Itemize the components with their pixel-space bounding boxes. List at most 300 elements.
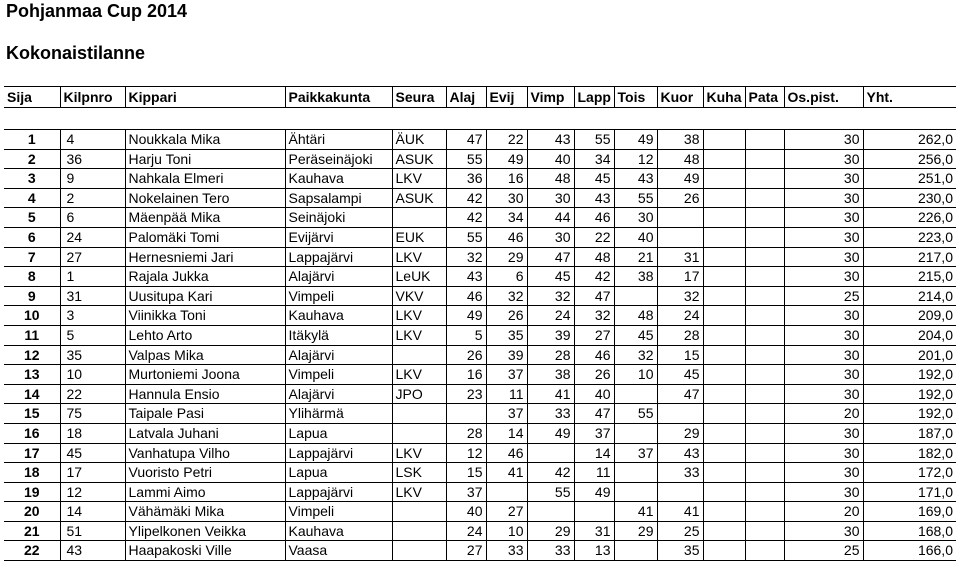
cell-pata — [745, 188, 784, 208]
cell-kuor — [657, 227, 703, 247]
cell-tois: 41 — [614, 502, 657, 522]
cell-yht: 166,0 — [863, 541, 956, 561]
cell-tois: 37 — [614, 443, 657, 463]
col-header-evij: Evij — [486, 87, 527, 108]
cell-kilpnro: 10 — [60, 365, 125, 385]
cell-alaj: 15 — [446, 463, 486, 483]
table-row — [4, 365, 956, 385]
cell-yht: 230,0 — [863, 188, 956, 208]
cell-vimp: 44 — [527, 208, 574, 228]
cell-kuor: 32 — [657, 286, 703, 306]
cell-kilpnro: 14 — [60, 502, 125, 522]
cell-seura: LKV — [392, 482, 446, 502]
cell-evij: 6 — [486, 267, 527, 287]
table-row — [4, 306, 956, 326]
cell-vimp: 55 — [527, 482, 574, 502]
table-row — [4, 482, 956, 502]
cell-pata — [745, 247, 784, 267]
cell-sija: 3 — [4, 169, 60, 189]
cell-paikkakunta: Sapsalampi — [285, 188, 392, 208]
cell-pata — [745, 541, 784, 561]
cell-vimp: 29 — [527, 521, 574, 541]
cell-paikkakunta: Ylihärmä — [285, 404, 392, 424]
cell-sija: 1 — [4, 130, 60, 150]
table-row — [4, 169, 956, 189]
cell-vimp: 47 — [527, 247, 574, 267]
cell-kilpnro: 31 — [60, 286, 125, 306]
cell-evij: 30 — [486, 188, 527, 208]
cell-os-pist: 30 — [784, 267, 863, 287]
table-row — [4, 443, 956, 463]
cell-evij: 33 — [486, 541, 527, 561]
cell-paikkakunta: Itäkylä — [285, 325, 392, 345]
table-row — [4, 384, 956, 404]
cell-lapp: 47 — [574, 404, 614, 424]
cell-yht: 201,0 — [863, 345, 956, 365]
cell-evij: 46 — [486, 443, 527, 463]
cell-yht: 209,0 — [863, 306, 956, 326]
cell-kuha — [703, 502, 745, 522]
cell-lapp: 49 — [574, 482, 614, 502]
cell-pata — [745, 463, 784, 483]
cell-vimp: 30 — [527, 188, 574, 208]
col-header-sija: Sija — [4, 87, 60, 108]
cell-seura: LeUK — [392, 267, 446, 287]
cell-sija: 16 — [4, 423, 60, 443]
cell-lapp: 46 — [574, 208, 614, 228]
col-header-yht: Yht. — [863, 87, 956, 108]
cell-sija: 14 — [4, 384, 60, 404]
cell-kilpnro: 12 — [60, 482, 125, 502]
cell-tois: 38 — [614, 267, 657, 287]
cell-pata — [745, 482, 784, 502]
cell-evij: 14 — [486, 423, 527, 443]
cell-kuha — [703, 149, 745, 169]
cell-alaj: 26 — [446, 345, 486, 365]
cell-kuha — [703, 365, 745, 385]
cell-os-pist: 30 — [784, 247, 863, 267]
col-header-kilpnro: Kilpnro — [60, 87, 125, 108]
cell-paikkakunta: Lappajärvi — [285, 247, 392, 267]
cell-kuha — [703, 443, 745, 463]
cell-paikkakunta: Vimpeli — [285, 286, 392, 306]
cell-seura: LKV — [392, 169, 446, 189]
cell-vimp: 24 — [527, 306, 574, 326]
cell-alaj: 28 — [446, 423, 486, 443]
cell-sija: 9 — [4, 286, 60, 306]
cell-sija: 15 — [4, 404, 60, 424]
cell-seura: LKV — [392, 306, 446, 326]
cell-seura: LKV — [392, 247, 446, 267]
cell-kuha — [703, 463, 745, 483]
cell-yht: 215,0 — [863, 267, 956, 287]
cell-lapp: 42 — [574, 267, 614, 287]
cell-alaj: 37 — [446, 482, 486, 502]
cell-kippari: Murtoniemi Joona — [125, 365, 285, 385]
cell-sija: 20 — [4, 502, 60, 522]
cell-kilpnro: 24 — [60, 227, 125, 247]
cell-pata — [745, 423, 784, 443]
cell-kilpnro: 22 — [60, 384, 125, 404]
cell-evij: 37 — [486, 404, 527, 424]
cell-os-pist: 30 — [784, 149, 863, 169]
cell-kuor: 31 — [657, 247, 703, 267]
table-row — [4, 188, 956, 208]
cell-sija: 12 — [4, 345, 60, 365]
cell-vimp: 32 — [527, 286, 574, 306]
cell-lapp: 11 — [574, 463, 614, 483]
cell-os-pist: 30 — [784, 521, 863, 541]
cell-os-pist: 30 — [784, 443, 863, 463]
cell-kippari: Hernesniemi Jari — [125, 247, 285, 267]
cell-paikkakunta: Kauhava — [285, 306, 392, 326]
cell-vimp: 49 — [527, 423, 574, 443]
cell-sija: 18 — [4, 463, 60, 483]
cell-evij: 49 — [486, 149, 527, 169]
cell-tois: 48 — [614, 306, 657, 326]
cell-alaj: 12 — [446, 443, 486, 463]
cell-seura: ASUK — [392, 149, 446, 169]
table-row — [4, 345, 956, 365]
cell-os-pist: 30 — [784, 365, 863, 385]
cell-yht: 192,0 — [863, 384, 956, 404]
cell-kilpnro: 4 — [60, 130, 125, 150]
cell-sija: 19 — [4, 482, 60, 502]
cell-seura: VKV — [392, 286, 446, 306]
cell-alaj: 55 — [446, 227, 486, 247]
cell-kuor: 49 — [657, 169, 703, 189]
cell-pata — [745, 208, 784, 228]
cell-os-pist: 30 — [784, 130, 863, 150]
cell-kippari: Haapakoski Ville — [125, 541, 285, 561]
table-row — [4, 404, 956, 424]
cell-yht: 192,0 — [863, 404, 956, 424]
cell-tois: 43 — [614, 169, 657, 189]
cell-os-pist: 30 — [784, 169, 863, 189]
cell-alaj: 43 — [446, 267, 486, 287]
cell-evij: 41 — [486, 463, 527, 483]
cell-vimp: 48 — [527, 169, 574, 189]
cell-tois — [614, 463, 657, 483]
cell-tois: 40 — [614, 227, 657, 247]
cell-kippari: Hannula Ensio — [125, 384, 285, 404]
cell-kippari: Lammi Aimo — [125, 482, 285, 502]
cell-yht: 204,0 — [863, 325, 956, 345]
cell-kippari: Nokelainen Tero — [125, 188, 285, 208]
cell-kuor — [657, 404, 703, 424]
cell-alaj: 23 — [446, 384, 486, 404]
cell-pata — [745, 345, 784, 365]
cell-sija: 10 — [4, 306, 60, 326]
cell-alaj: 24 — [446, 521, 486, 541]
cell-evij: 34 — [486, 208, 527, 228]
cell-kippari: Valpas Mika — [125, 345, 285, 365]
cell-pata — [745, 443, 784, 463]
table-row — [4, 502, 956, 522]
cell-os-pist: 30 — [784, 306, 863, 326]
cell-alaj: 32 — [446, 247, 486, 267]
cell-sija: 6 — [4, 227, 60, 247]
cell-kippari: Vanhatupa Vilho — [125, 443, 285, 463]
cell-kuor: 24 — [657, 306, 703, 326]
cell-tois: 12 — [614, 149, 657, 169]
cell-alaj: 16 — [446, 365, 486, 385]
cell-kuor — [657, 482, 703, 502]
cell-os-pist: 30 — [784, 463, 863, 483]
cell-tois: 32 — [614, 345, 657, 365]
cell-sija: 17 — [4, 443, 60, 463]
cell-paikkakunta: Lappajärvi — [285, 443, 392, 463]
cell-seura: ASUK — [392, 188, 446, 208]
table-row — [4, 208, 956, 228]
cell-lapp: 14 — [574, 443, 614, 463]
cell-kippari: Uusitupa Kari — [125, 286, 285, 306]
cell-seura: LKV — [392, 365, 446, 385]
col-header-ospist: Os.pist. — [784, 87, 863, 108]
table-row — [4, 423, 956, 443]
cell-kippari: Vähämäki Mika — [125, 502, 285, 522]
cell-sija: 11 — [4, 325, 60, 345]
cell-os-pist: 20 — [784, 502, 863, 522]
cell-paikkakunta: Vimpeli — [285, 365, 392, 385]
cell-alaj: 42 — [446, 208, 486, 228]
cell-kippari: Rajala Jukka — [125, 267, 285, 287]
cell-kilpnro: 36 — [60, 149, 125, 169]
cell-paikkakunta: Lapua — [285, 423, 392, 443]
table-row — [4, 247, 956, 267]
cell-seura — [392, 404, 446, 424]
table-row — [4, 541, 956, 561]
cell-os-pist: 20 — [784, 404, 863, 424]
cell-kuha — [703, 130, 745, 150]
cell-seura — [392, 541, 446, 561]
cell-pata — [745, 306, 784, 326]
cell-kuor: 17 — [657, 267, 703, 287]
cell-os-pist: 30 — [784, 345, 863, 365]
cell-pata — [745, 267, 784, 287]
cell-evij: 29 — [486, 247, 527, 267]
cell-lapp: 32 — [574, 306, 614, 326]
cell-pata — [745, 404, 784, 424]
cell-lapp: 43 — [574, 188, 614, 208]
cell-alaj: 40 — [446, 502, 486, 522]
cell-kilpnro: 35 — [60, 345, 125, 365]
col-header-kuor: Kuor — [657, 87, 703, 108]
cell-kippari: Ylipelkonen Veikka — [125, 521, 285, 541]
cell-kilpnro: 45 — [60, 443, 125, 463]
cell-yht: 223,0 — [863, 227, 956, 247]
cell-kuor: 29 — [657, 423, 703, 443]
col-header-kippari: Kippari — [125, 87, 285, 108]
cell-lapp: 27 — [574, 325, 614, 345]
cell-kippari: Lehto Arto — [125, 325, 285, 345]
cell-kuha — [703, 169, 745, 189]
cell-evij: 35 — [486, 325, 527, 345]
cell-yht: 182,0 — [863, 443, 956, 463]
cell-os-pist: 30 — [784, 482, 863, 502]
cell-tois: 30 — [614, 208, 657, 228]
cell-kuha — [703, 227, 745, 247]
cell-kuha — [703, 188, 745, 208]
cell-sija: 2 — [4, 149, 60, 169]
cell-kilpnro: 75 — [60, 404, 125, 424]
cell-evij: 11 — [486, 384, 527, 404]
cell-evij: 46 — [486, 227, 527, 247]
cell-alaj: 36 — [446, 169, 486, 189]
cell-vimp: 30 — [527, 227, 574, 247]
cell-os-pist: 30 — [784, 423, 863, 443]
cell-pata — [745, 502, 784, 522]
cell-kilpnro: 6 — [60, 208, 125, 228]
cell-os-pist: 30 — [784, 208, 863, 228]
cell-os-pist: 25 — [784, 286, 863, 306]
cell-kuha — [703, 404, 745, 424]
cell-lapp: 31 — [574, 521, 614, 541]
cell-seura: LKV — [392, 443, 446, 463]
table-row — [4, 325, 956, 345]
cell-lapp: 45 — [574, 169, 614, 189]
cell-os-pist: 30 — [784, 384, 863, 404]
cell-kuor: 28 — [657, 325, 703, 345]
cell-evij: 27 — [486, 502, 527, 522]
cell-os-pist: 30 — [784, 188, 863, 208]
cell-evij: 37 — [486, 365, 527, 385]
cell-alaj — [446, 404, 486, 424]
col-header-pata: Pata — [745, 87, 784, 108]
cell-paikkakunta: Kauhava — [285, 169, 392, 189]
cell-vimp — [527, 443, 574, 463]
cell-vimp: 33 — [527, 404, 574, 424]
cell-vimp: 33 — [527, 541, 574, 561]
table-row — [4, 149, 956, 169]
cell-alaj: 5 — [446, 325, 486, 345]
cell-tois: 49 — [614, 130, 657, 150]
cell-paikkakunta: Kauhava — [285, 521, 392, 541]
cell-kuha — [703, 423, 745, 443]
cell-pata — [745, 149, 784, 169]
table-row — [4, 521, 956, 541]
cell-sija: 4 — [4, 188, 60, 208]
cell-kilpnro: 18 — [60, 423, 125, 443]
cell-kuha — [703, 384, 745, 404]
cell-kippari: Noukkala Mika — [125, 130, 285, 150]
cell-lapp: 26 — [574, 365, 614, 385]
cell-seura: ÄUK — [392, 130, 446, 150]
cell-os-pist: 30 — [784, 325, 863, 345]
cell-tois: 45 — [614, 325, 657, 345]
col-header-alaj: Alaj — [446, 87, 486, 108]
cell-alaj: 55 — [446, 149, 486, 169]
cell-tois — [614, 384, 657, 404]
cell-tois: 10 — [614, 365, 657, 385]
cell-lapp: 46 — [574, 345, 614, 365]
cell-kuha — [703, 325, 745, 345]
cell-seura: LSK — [392, 463, 446, 483]
cell-pata — [745, 169, 784, 189]
cell-kuha — [703, 286, 745, 306]
cell-tois — [614, 423, 657, 443]
cell-kilpnro: 17 — [60, 463, 125, 483]
cell-evij: 26 — [486, 306, 527, 326]
col-header-seura: Seura — [392, 87, 446, 108]
cell-kuor: 41 — [657, 502, 703, 522]
cell-paikkakunta: Vimpeli — [285, 502, 392, 522]
cell-kilpnro: 51 — [60, 521, 125, 541]
cell-yht: 214,0 — [863, 286, 956, 306]
cell-vimp: 41 — [527, 384, 574, 404]
cell-vimp: 28 — [527, 345, 574, 365]
cell-kilpnro: 27 — [60, 247, 125, 267]
cell-vimp: 43 — [527, 130, 574, 150]
cell-vimp — [527, 502, 574, 522]
cell-seura — [392, 502, 446, 522]
cell-seura — [392, 345, 446, 365]
cell-yht: 226,0 — [863, 208, 956, 228]
cell-seura: JPO — [392, 384, 446, 404]
cell-pata — [745, 384, 784, 404]
cell-yht: 169,0 — [863, 502, 956, 522]
cell-kippari: Mäenpää Mika — [125, 208, 285, 228]
cell-sija: 5 — [4, 208, 60, 228]
cell-os-pist: 25 — [784, 541, 863, 561]
cell-evij: 32 — [486, 286, 527, 306]
cell-paikkakunta: Evijärvi — [285, 227, 392, 247]
cell-pata — [745, 365, 784, 385]
cell-seura — [392, 521, 446, 541]
cell-yht: 171,0 — [863, 482, 956, 502]
cell-kuor: 26 — [657, 188, 703, 208]
cell-vimp: 45 — [527, 267, 574, 287]
cell-kippari: Vuoristo Petri — [125, 463, 285, 483]
cell-paikkakunta: Alajärvi — [285, 384, 392, 404]
page-title: Pohjanmaa Cup 2014 — [6, 1, 188, 21]
table-row — [4, 227, 956, 247]
cell-evij — [486, 482, 527, 502]
cell-kuha — [703, 306, 745, 326]
cell-vimp: 42 — [527, 463, 574, 483]
col-header-kuha: Kuha — [703, 87, 745, 108]
cell-kippari: Palomäki Tomi — [125, 227, 285, 247]
cell-kilpnro: 1 — [60, 267, 125, 287]
cell-vimp: 38 — [527, 365, 574, 385]
table-row — [4, 267, 956, 287]
cell-vimp: 40 — [527, 149, 574, 169]
cell-yht: 251,0 — [863, 169, 956, 189]
cell-sija: 22 — [4, 541, 60, 561]
cell-evij: 10 — [486, 521, 527, 541]
cell-lapp: 55 — [574, 130, 614, 150]
cell-kuor: 25 — [657, 521, 703, 541]
cell-paikkakunta: Seinäjoki — [285, 208, 392, 228]
cell-yht: 168,0 — [863, 521, 956, 541]
cell-alaj: 42 — [446, 188, 486, 208]
cell-kuha — [703, 541, 745, 561]
cell-tois: 55 — [614, 404, 657, 424]
cell-os-pist: 30 — [784, 227, 863, 247]
cell-seura — [392, 208, 446, 228]
table-row — [4, 130, 956, 150]
cell-alaj: 27 — [446, 541, 486, 561]
cell-pata — [745, 521, 784, 541]
cell-paikkakunta: Lapua — [285, 463, 392, 483]
col-header-tois: Tois — [614, 87, 657, 108]
cell-sija: 21 — [4, 521, 60, 541]
cell-sija: 8 — [4, 267, 60, 287]
cell-kippari: Harju Toni — [125, 149, 285, 169]
cell-alaj: 47 — [446, 130, 486, 150]
cell-paikkakunta: Alajärvi — [285, 267, 392, 287]
cell-kuha — [703, 208, 745, 228]
